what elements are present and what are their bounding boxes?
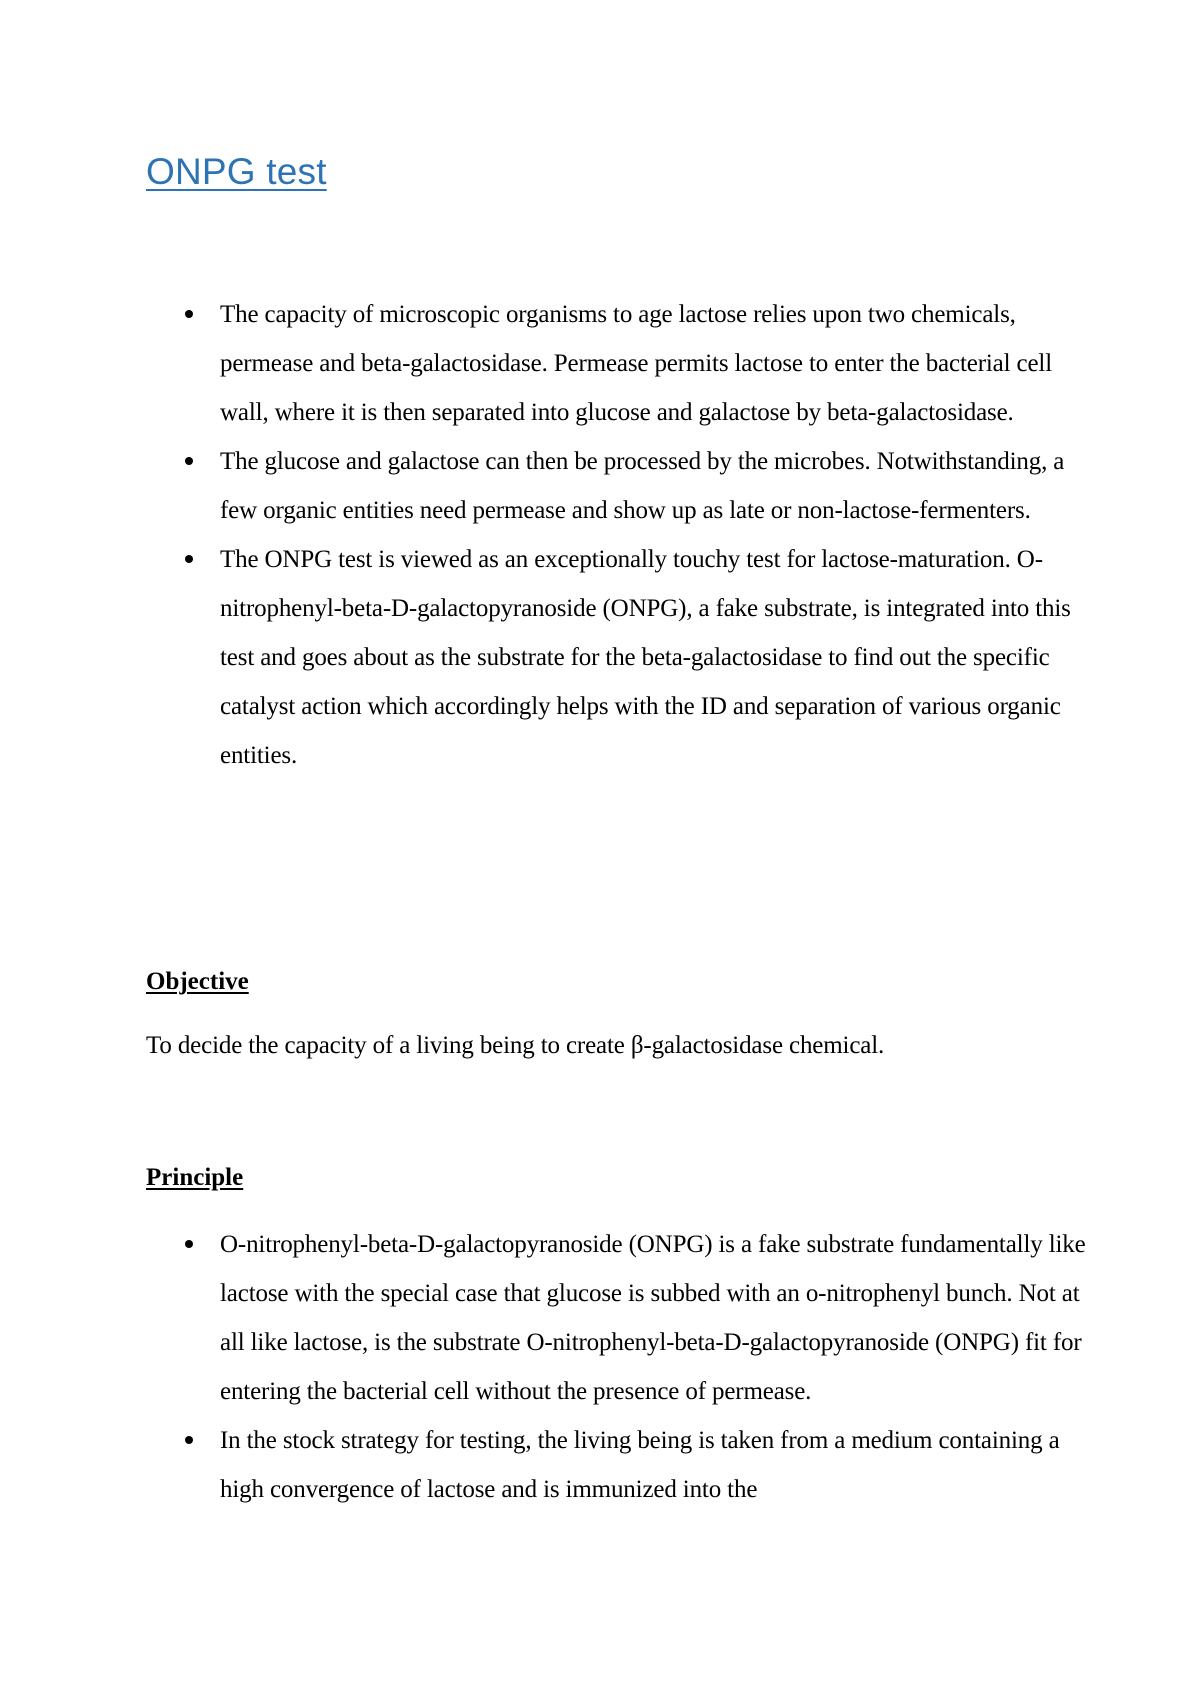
list-item (0, 437, 1100, 535)
principle-heading: Principle (146, 1164, 244, 1191)
principle-bullet-list (0, 1220, 1100, 1514)
objective-heading: Objective (146, 968, 249, 995)
page-title: ONPG test (146, 151, 327, 192)
list-item-text: The ONPG test is viewed as an exceptionally touchy test for lactose-maturation. O-nitrophenyl-beta-D-galactopyranoside (ONPG), a fake substrate, is integrated into this test and goes about as the substrate for the beta-galactosidase to find out the specific catalyst action which accordingly helps with the ID and separation of various organic entities. (220, 546, 1071, 769)
list-item-text: In the stock strategy for testing, the living being is taken from a medium containing a high convergence of lactose and is immunized into the (220, 1427, 1060, 1503)
list-item-text: The capacity of microscopic organisms to age lactose relies upon two chemicals, permease and beta-galactosidase. Permease permits lactose to enter the bacterial cell wall, where it is then separated into glucose and galactose by beta-galactosidase. (220, 301, 1052, 426)
list-item (0, 290, 1100, 437)
list-item-text: O-nitrophenyl-beta-D-galactopyranoside (ONPG) is a fake substrate fundamentally like lactose with the special case that glucose is subbed with an o-nitrophenyl bunch. Not at all like lactose, is the substrate O-nitrophenyl-beta-D-galactopyranoside (ONPG) fit for entering the bacterial cell without the presence of permease. (220, 1231, 1086, 1405)
bullet-icon (185, 457, 193, 465)
bullet-icon (185, 1436, 193, 1444)
list-item (0, 1220, 1100, 1416)
list-item-text: The glucose and galactose can then be processed by the microbes. Notwithstanding, a few organic entities need permease and show up as late or non-lactose-fermenters. (220, 448, 1065, 524)
bullet-icon (185, 310, 193, 318)
list-item (0, 1416, 1100, 1514)
objective-text: To decide the capacity of a living being to create β-galactosidase chemical. (146, 1032, 885, 1059)
intro-bullet-list (0, 290, 1100, 780)
bullet-icon (185, 1240, 193, 1248)
list-item (0, 535, 1100, 780)
bullet-icon (185, 555, 193, 563)
